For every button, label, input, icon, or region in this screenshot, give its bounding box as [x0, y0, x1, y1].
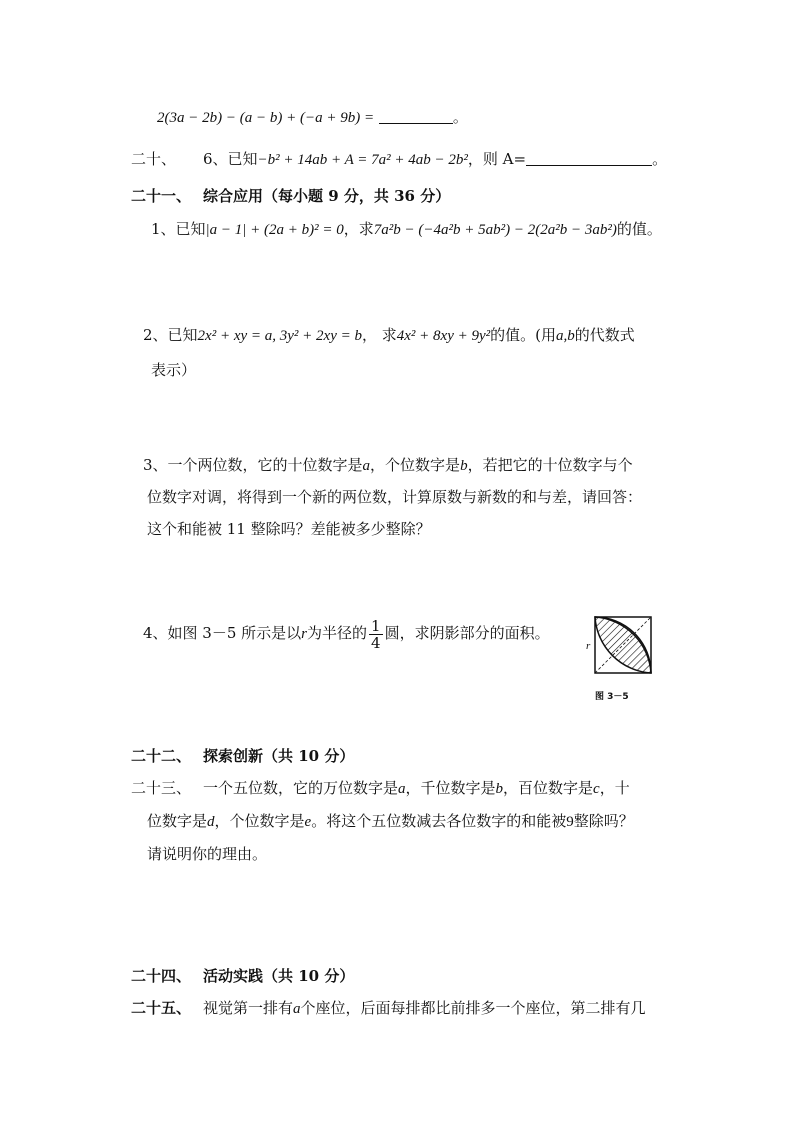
section-number: 二十、 [131, 150, 177, 168]
figure-caption: 图 3－5 [595, 692, 629, 702]
section-title: 综合应用（每小题 9 分，共 36 分） [203, 187, 451, 205]
question-3-line-1 [143, 454, 633, 477]
math-expression: −b² + 14ab + A = 7a² + 4ab − 2b² [257, 152, 468, 168]
question-text: 的值。 [616, 220, 662, 238]
question-text: 4、如图 3－5 所示是以 [143, 624, 302, 642]
section-23-line-2 [147, 810, 634, 833]
math-expression: |a − 1| + (2a + b)² = 0 [205, 222, 344, 238]
number-nine: 9 [566, 814, 574, 830]
section-title: 探索创新（共 10 分） [203, 747, 355, 765]
section-number: 二十二、 [131, 747, 192, 765]
answer-blank[interactable] [526, 151, 652, 166]
question-20 [131, 148, 667, 171]
question-text: 6、已知 [203, 150, 258, 168]
period: 。 [652, 150, 668, 168]
radius-label: r [586, 640, 591, 652]
question-text: ，求 [343, 220, 374, 238]
question-text: 为半径的 [307, 624, 368, 642]
section-21-heading [131, 185, 450, 207]
question-text: 视觉第一排有 [203, 999, 294, 1017]
variable-e: e [304, 814, 312, 830]
variable-r: r [301, 626, 308, 642]
section-25-line-1 [131, 997, 646, 1020]
expression-line [157, 106, 468, 129]
question-text: 位数字是 [147, 812, 208, 830]
fraction [369, 618, 383, 651]
math-expression: 2(3a − 2b) − (a − b) + (−a + 9b) = [157, 110, 375, 126]
section-number: 二十四、 [131, 967, 192, 985]
section-title: 活动实践（共 10 分） [203, 967, 355, 985]
math-expression: 2x² + xy = a, 3y² + 2xy = b [197, 328, 362, 344]
question-text: 1、已知 [151, 220, 206, 238]
question-text: 整除吗？ [573, 812, 634, 830]
question-text: ，则 A= [467, 150, 527, 168]
answer-blank[interactable] [379, 109, 453, 124]
section-22-heading [131, 745, 354, 767]
math-expression: 4x² + 8xy + 9y² [396, 328, 491, 344]
section-23-line-1 [131, 777, 630, 800]
question-text: 。将这个五位数减去各位数字的和能被 [311, 812, 567, 830]
question-text: ，千位数字是 [405, 779, 496, 797]
question-text: ，个位数字是 [214, 812, 305, 830]
variable-d: d [207, 814, 215, 830]
question-text: 3、一个两位数，它的十位数字是 [143, 456, 363, 474]
period: 。 [452, 108, 468, 126]
math-variables: a,b [556, 328, 575, 344]
question-text: 圆，求阴影部分的面积。 [384, 624, 550, 642]
variable-b: b [495, 781, 504, 797]
question-text: ，若把它的十位数字与个 [467, 456, 633, 474]
question-1 [151, 218, 662, 241]
section-number: 二十五、 [131, 999, 192, 1017]
fraction-denominator: 4 [371, 633, 381, 652]
variable-a: a [398, 781, 406, 797]
question-text: 的代数式 [574, 326, 635, 344]
question-2-line-2: 表示） [151, 361, 197, 379]
variable-a: a [362, 458, 371, 474]
section-23-line-3: 请说明你的理由。 [147, 845, 268, 863]
question-text: 个座位，后面每排都比前排多一个座位，第二排有几 [300, 999, 646, 1017]
question-text: ，百位数字是 [503, 779, 594, 797]
fraction-numerator: 1 [371, 616, 381, 635]
question-text: ， 求 [361, 326, 397, 344]
question-text: ，十 [599, 779, 630, 797]
question-2 [143, 324, 635, 347]
question-text: 的值。(用 [490, 326, 556, 344]
section-24-heading [131, 965, 354, 987]
variable-c: c [593, 781, 600, 797]
figure-3-5 [583, 611, 655, 706]
question-3-line-2: 位数字对调，将得到一个新的两位数，计算原数与新数的和与差，请回答： [147, 488, 643, 506]
math-expression: 7a²b − (−4a²b + 5ab²) − 2(2a²b − 3ab²) [373, 222, 617, 238]
question-text: 2、已知 [143, 326, 198, 344]
question-3-line-3: 这个和能被 11 整除吗？差能被多少整除？ [147, 520, 431, 538]
variable-b: b [460, 458, 468, 474]
question-4 [143, 616, 550, 651]
variable-a: a [293, 1001, 301, 1017]
quarter-circle-figure [583, 611, 655, 691]
question-text: 一个五位数，它的万位数字是 [203, 779, 399, 797]
section-number: 二十一、 [131, 187, 192, 205]
section-number: 二十三、 [131, 779, 192, 797]
question-text: ，个位数字是 [370, 456, 461, 474]
